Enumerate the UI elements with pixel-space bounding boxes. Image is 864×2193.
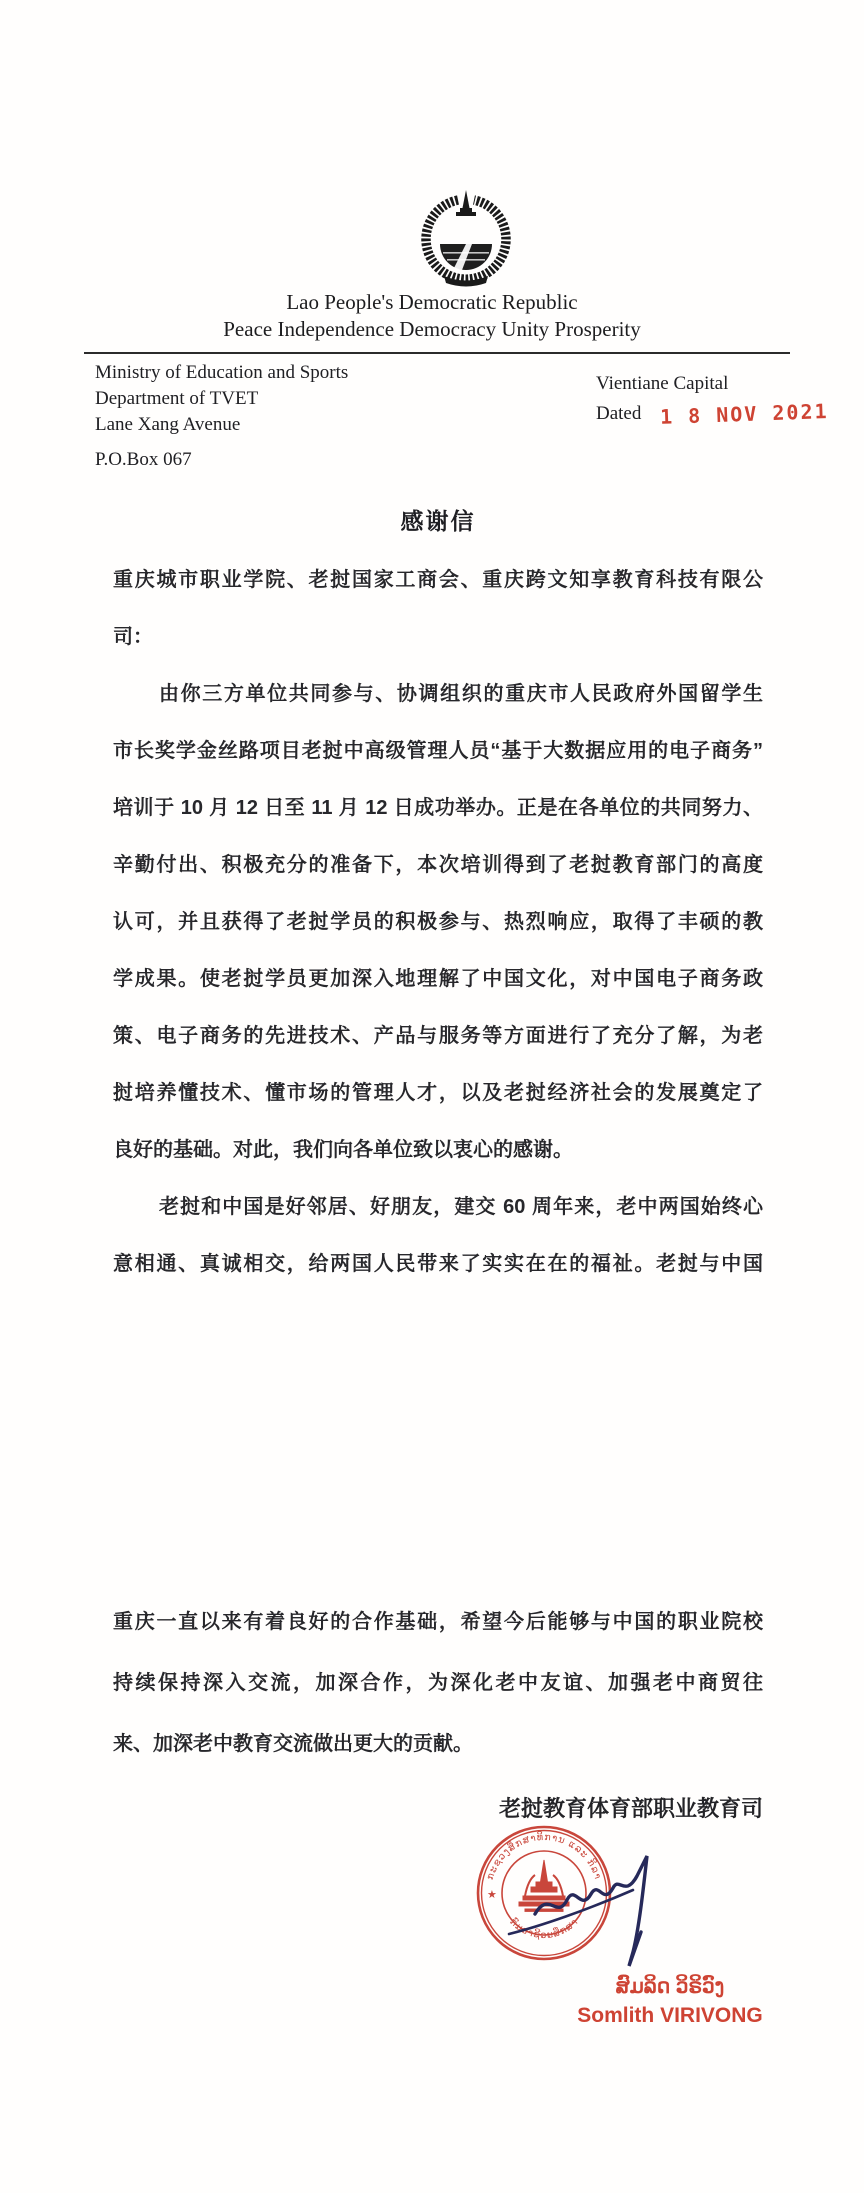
seal-ring-bottom-text: ກົມອາຊີວະສຶກສາ	[507, 1916, 581, 1942]
letterhead-place-date	[596, 371, 829, 427]
letter-body-page2	[113, 1592, 763, 1775]
signer-name-english: Somlith VIRIVONG	[577, 2004, 763, 2027]
ministry-line: Ministry of Education and Sports	[95, 362, 349, 383]
date-stamp: 1 8 NOV 2021	[659, 399, 830, 429]
letterhead-divider	[84, 352, 790, 354]
body-line: 持续保持深入交流，加深合作，为深化老中友谊、加强老中商贸往	[113, 1672, 763, 1694]
body-line: 培训于 10 月 12 日至 11 月 12 日成功举办。正是在各单位的共同努力、	[113, 797, 763, 819]
body-line: 策、电子商务的先进技术、产品与服务等方面进行了充分了解，为老	[113, 1025, 763, 1047]
seal-ring-top-text: ກະຊວງສຶກສາທິການ ແລະ ກິລາ	[484, 1831, 604, 1882]
body-line: 良好的基础。对此，我们向各单位致以衷心的感谢。	[113, 1139, 573, 1161]
seal-star-icon: ★	[487, 1889, 497, 1901]
lao-national-emblem-icon	[420, 186, 512, 292]
dated-label: Dated	[596, 403, 642, 424]
dated-row	[596, 399, 829, 427]
body-line: 由你三方单位共同参与、协调组织的重庆市人民政府外国留学生	[159, 683, 763, 705]
body-line: 认可，并且获得了老挝学员的积极参与、热烈响应，取得了丰硕的教	[113, 911, 763, 933]
street-line: Lane Xang Avenue	[95, 414, 241, 435]
letter-body-page1	[113, 552, 763, 1293]
pobox-line: P.O.Box 067	[95, 449, 192, 470]
national-motto: Peace Independence Democracy Unity Prosperity	[223, 317, 641, 341]
letter-title: 感谢信	[400, 508, 476, 534]
body-line: 挝培养懂技术、懂市场的管理人才，以及老挝经济社会的发展奠定了	[113, 1082, 763, 1104]
body-line: 重庆城市职业学院、老挝国家工商会、重庆跨文知享教育科技有限公	[113, 569, 763, 591]
body-line: 意相通、真诚相交，给两国人民带来了实实在在的福祉。老挝与中国	[113, 1253, 763, 1275]
body-line: 来、加深老中教育交流做出更大的贡献。	[113, 1733, 473, 1755]
body-line: 老挝和中国是好邻居、好朋友，建交 60 周年来，老中两国始终心	[159, 1196, 763, 1218]
body-line: 司：	[113, 626, 153, 648]
body-line: 学成果。使老挝学员更加深入地理解了中国文化，对中国电子商务政	[113, 968, 763, 990]
letterhead-address	[95, 360, 348, 473]
handwritten-signature-icon	[505, 1836, 720, 1971]
body-line: 市长奖学金丝路项目老挝中高级管理人员“基于大数据应用的电子商务”	[113, 740, 763, 762]
place-line: Vientiane Capital	[596, 373, 729, 394]
signer-name-lao: ສົມລິດ ວິຣິວົງ	[615, 1976, 725, 1998]
signer-name-block	[545, 1974, 795, 2029]
body-line: 重庆一直以来有着良好的合作基础，希望今后能够与中国的职业院校	[113, 1611, 763, 1633]
department-line: Department of TVET	[95, 388, 259, 409]
signature-organization: 老挝教育体育部职业教育司	[498, 1796, 763, 1821]
country-name: Lao People's Democratic Republic	[286, 290, 578, 314]
body-line: 辛勤付出、积极充分的准备下，本次培训得到了老挝教育部门的高度	[113, 854, 763, 876]
